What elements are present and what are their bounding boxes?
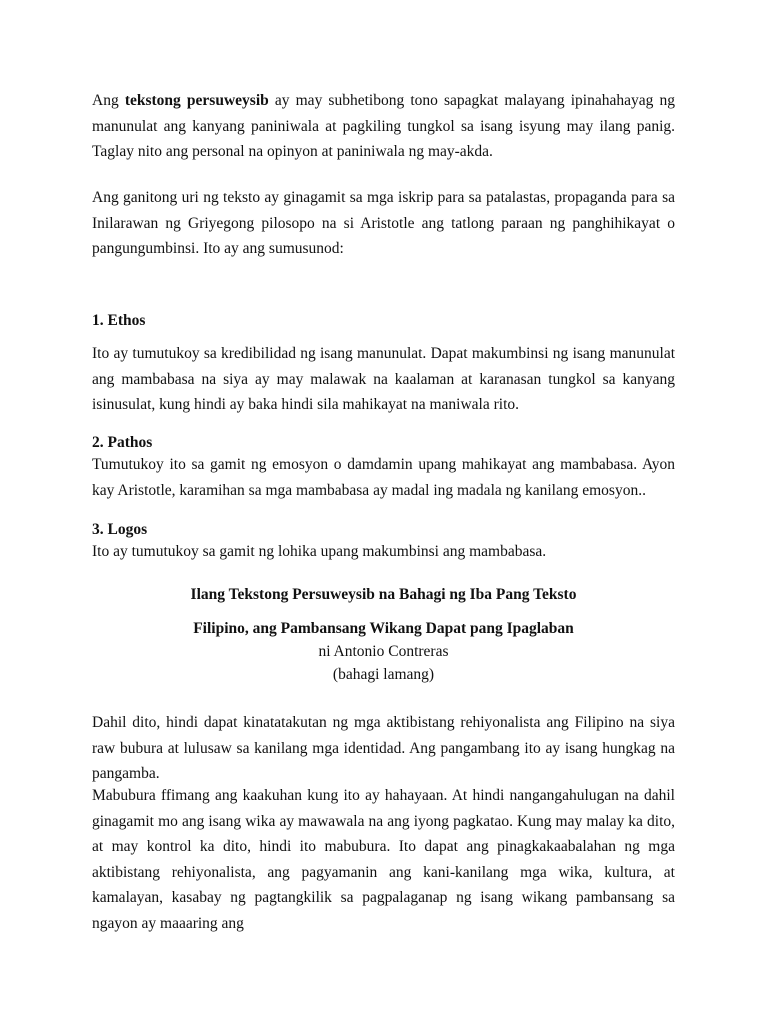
ethos-heading: 1. Ethos (92, 312, 146, 329)
essay-author: ni Antonio Contreras (318, 643, 449, 660)
intro-lead: Ang (92, 92, 125, 109)
excerpt-note: (bahagi lamang) (332, 666, 435, 683)
essay-paragraph-2: Mabubura ffimang ang kaakuhan kung ito ay hahayaan. At hindi nangangahulugan na dahil ginagamit mo ang isang wika ay mawawala na ang iyong pagkatao. Kung may malay ka dito, at may kontrol ka dito, hindi ito mabubura. Ito dapat ang pinagkakaabalahan ng mga aktibistang rehiyonalista, ang pagyamanin ang kani-kanilang mga wika, kultura, at kamalayan, kasabay ng pagtangkilik sa pagpalaganap ng isang wikang pambansang sa ngayon ay maaaring ang (92, 787, 675, 932)
intro-rest: ay may subhetibong tono sapagkat malayang ipinahahayag ng manunulat ang kanyang paniniwala at pagkiling tungkol sa isang isyung may ilang panig. Taglay nito ang personal na opinyon at paniniwala ng may-akda. (92, 92, 675, 160)
logos-heading: 3. Logos (92, 521, 148, 538)
persuasive-text-term: tekstong persuweysib (124, 92, 269, 109)
pathos-paragraph: Tumutukoy ito sa gamit ng emosyon o damdamin upang mahikayat ang mambabasa. Ayon kay Aristotle, karamihan sa mga mambabasa ay madal ing madala ng kanilang emosyon.. (92, 456, 675, 499)
intro-paragraph (92, 88, 675, 165)
usage-paragraph: Ang ganitong uri ng teksto ay ginagamit sa mga iskrip para sa patalastas, propaganda para sa Inilarawan ng Griyegong pilosopo na si Aristotle ang tatlong paraan ng panghihikayat o pangungumbinsi. Ito ay ang sumusunod: (92, 189, 675, 257)
essay-title: Filipino, ang Pambansang Wikang Dapat pang Ipaglaban (193, 620, 574, 637)
logos-paragraph: Ito ay tumutukoy sa gamit ng lohika upang makumbinsi ang mambabasa. (92, 543, 547, 560)
essay-paragraph-1: Dahil dito, hindi dapat kinatatakutan ng mga aktibistang rehiyonalista ang Filipino na siya raw bubura at lulusaw sa kanilang mga identidad. Ang pangambang ito ay isang hungkag na pangamba. (92, 714, 675, 782)
pathos-heading: 2. Pathos (92, 434, 153, 451)
section-title: Ilang Tekstong Persuweysib na Bahagi ng Iba Pang Teksto (190, 586, 577, 603)
ethos-paragraph: Ito ay tumutukoy sa kredibilidad ng isang manunulat. Dapat makumbinsi ng isang manunulat ang mambabasa na siya ay may malawak na kaalaman at karanasan tungkol sa kanyang isinusulat, kung hindi ay baka hindi sila mahikayat na maniwala rito. (92, 345, 675, 413)
